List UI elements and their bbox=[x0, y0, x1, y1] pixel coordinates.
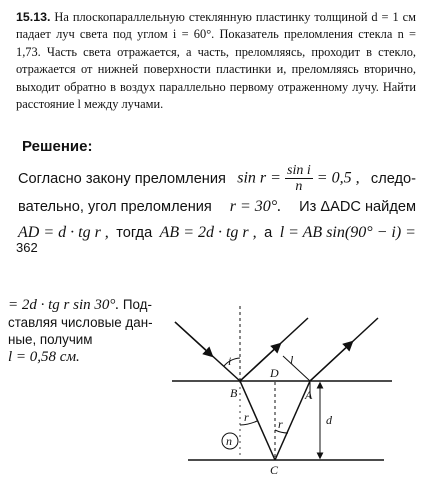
distance-l-line bbox=[283, 356, 310, 381]
label-n: n bbox=[226, 434, 232, 448]
continuation-text-1: Под- bbox=[122, 297, 152, 312]
and-word: а bbox=[264, 225, 273, 241]
label-r-left: r bbox=[244, 410, 249, 424]
solution-heading: Решение: bbox=[22, 138, 93, 155]
line2-end: Из ΔADC найдем bbox=[299, 199, 416, 215]
continuation-text-2: ставляя числовые дан- bbox=[8, 315, 153, 330]
angle-r-value: r = 30°. bbox=[229, 198, 282, 215]
l-formula: l = AB sin(90° − i) = bbox=[279, 224, 416, 241]
label-r-right: r bbox=[278, 417, 283, 431]
label-D: D bbox=[270, 366, 279, 380]
continuation-result: l = 0,58 см. bbox=[8, 349, 80, 365]
angle-i-arc bbox=[224, 358, 240, 366]
continuation-formula: = 2d · tg r sin 30°. bbox=[8, 297, 120, 313]
label-A: A bbox=[305, 388, 313, 402]
label-C: C bbox=[270, 463, 279, 477]
line2-text: вательно, угол преломления bbox=[18, 199, 212, 215]
page-number: 362 bbox=[16, 240, 38, 255]
then-word: тогда bbox=[116, 225, 153, 241]
problem-number: 15.13. bbox=[16, 10, 51, 24]
problem-text: На плоскопараллельную стеклянную пластинку толщиной d = 1 см падает луч света под углом i = 60°. Показатель преломления стекла n = 1,73. Часть света отражается, а часть, преломляясь, проходит в стекло, отражается от нижней поверхности пластинки и, преломляясь вторично, выходит обратно в воздух параллельно первому отраженному лучу. Найти расстояние l между лучами. bbox=[16, 10, 416, 112]
formula-result: = 0,5 , bbox=[316, 169, 360, 187]
continuation-text-3: ные, получим bbox=[8, 332, 93, 347]
line1-end: следо- bbox=[370, 170, 416, 187]
ad-formula: AD = d · tg r , bbox=[18, 224, 109, 241]
ab-formula: AB = 2d · tg r , bbox=[159, 224, 257, 241]
fraction-numerator: sin i bbox=[287, 163, 311, 178]
fraction-denominator: n bbox=[295, 179, 303, 194]
label-i: i bbox=[228, 354, 232, 368]
label-l: l bbox=[290, 353, 294, 367]
law-text: Согласно закону преломления bbox=[18, 170, 226, 187]
formula-lhs: sin r = bbox=[237, 169, 281, 187]
label-B: B bbox=[230, 386, 238, 400]
label-d: d bbox=[326, 413, 332, 427]
